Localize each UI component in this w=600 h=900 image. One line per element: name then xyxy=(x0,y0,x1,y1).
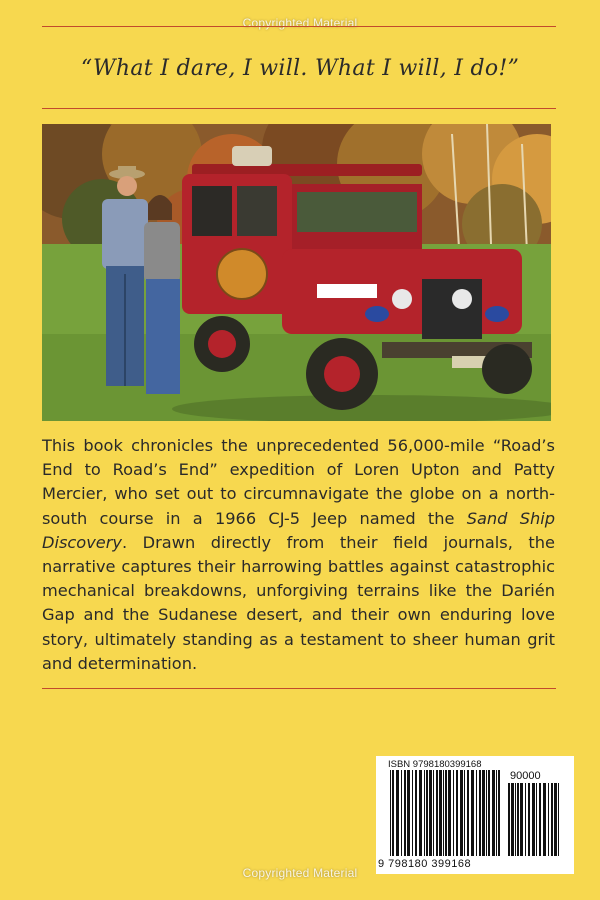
barcode-digits: 9 798180 399168 xyxy=(378,858,472,870)
blurb-jeep-name: Sand Ship Discovery xyxy=(42,508,555,552)
watermark-bottom: Copyrighted Material xyxy=(242,866,358,880)
blurb-bottom-rule xyxy=(42,688,556,689)
price-code: 90000 xyxy=(510,770,541,782)
isbn-barcode xyxy=(376,756,574,874)
man-figure xyxy=(102,166,148,386)
cover-photo xyxy=(42,124,551,421)
blurb-part-2: . Drawn directly from their field journals, the narrative captures their harrowing battles against catastrophic mechanical breakdowns, unforgiving terrains like the Darién Gap and the Sudanese desert, and their own enduring love story, ultimately standing as a testament to sheer human grit and determination. xyxy=(42,532,555,673)
blurb-part-1: This book chronicles the unprecedented 56,000-mile “Road’s End to Road’s End” expedition of Loren Upton and Patty Mercier, who set out to circumnavigate the globe on a north-south course in a 1966 CJ-5 Jeep named the xyxy=(42,436,555,528)
barcode-addon-bars xyxy=(508,783,562,856)
barcode-main-bars xyxy=(390,770,502,856)
watermark-top: Copyrighted Material xyxy=(242,16,358,30)
woman-figure xyxy=(144,195,180,394)
top-rule xyxy=(42,26,556,27)
quote-text: “What I dare, I will. What I will, I do!” xyxy=(80,56,520,81)
back-cover-blurb xyxy=(42,434,555,676)
quote-bottom-rule xyxy=(42,108,556,109)
isbn-label: ISBN 9798180399168 xyxy=(388,759,482,770)
